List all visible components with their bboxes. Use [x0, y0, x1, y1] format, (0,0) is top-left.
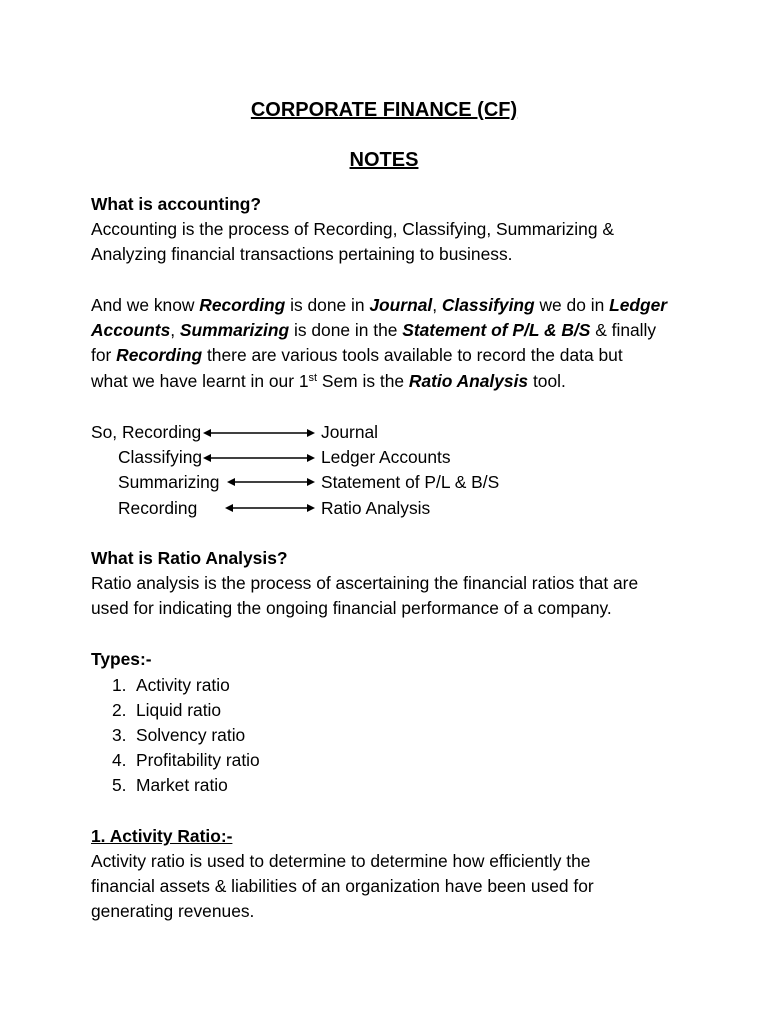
- types-list: [112, 673, 260, 798]
- text-run: Sem is the: [317, 371, 409, 391]
- ratio-analysis-line-1: Ratio analysis is the process of ascertaining the financial ratios that are: [91, 573, 639, 593]
- emphasis-ratio-analysis: Ratio Analysis: [408, 371, 529, 391]
- mapping-left: [91, 420, 201, 445]
- text-run: is done in the: [289, 320, 403, 340]
- list-item: [112, 673, 260, 698]
- text-run: what we have learnt in our 1: [91, 371, 309, 391]
- recording-paragraph-line-3: [91, 343, 691, 368]
- activity-ratio-line-1: Activity ratio is used to determine to determine how efficiently the: [91, 851, 591, 871]
- list-item: [112, 748, 260, 773]
- list-item: [112, 698, 260, 723]
- list-label: Market ratio: [136, 775, 228, 795]
- list-label: Liquid ratio: [136, 700, 222, 720]
- text-run: tool.: [528, 371, 566, 391]
- emphasis-accounts: Accounts: [91, 320, 171, 340]
- activity-ratio-line-2: financial assets & liabilities of an organization have been used for: [91, 876, 594, 896]
- emphasis-recording: Recording: [199, 295, 286, 315]
- list-label: Solvency ratio: [136, 725, 246, 745]
- mapping-right: Ratio Analysis: [321, 498, 431, 518]
- accounting-line-1: Accounting is the process of Recording, Classifying, Summarizing &: [91, 219, 614, 239]
- list-item: [112, 773, 260, 798]
- mapping-right: Statement of P/L & B/S: [321, 472, 500, 492]
- emphasis-statement: Statement of P/L & B/S: [402, 320, 591, 340]
- mapping-left-label: Recording: [121, 422, 202, 442]
- text-run: is done in: [285, 295, 370, 315]
- mapping-right: Journal: [321, 422, 379, 442]
- emphasis-ledger: Ledger: [609, 295, 668, 315]
- list-label: Activity ratio: [136, 675, 230, 695]
- recording-paragraph-line-1: [91, 293, 691, 318]
- list-number: 1.: [112, 675, 127, 695]
- list-label: Profitability ratio: [136, 750, 260, 770]
- document-title: CORPORATE FINANCE (CF): [250, 99, 518, 121]
- text-run: ,: [432, 295, 442, 315]
- double-arrow-icon: [225, 501, 315, 515]
- recording-paragraph-line-4: [91, 369, 691, 394]
- double-arrow-icon: [203, 451, 315, 465]
- list-number: 2.: [112, 700, 127, 720]
- mapping-prefix: So,: [91, 422, 122, 442]
- text-run: & finally: [590, 320, 657, 340]
- emphasis-recording-2: Recording: [116, 345, 203, 365]
- text-run: we do in: [534, 295, 610, 315]
- emphasis-summarizing: Summarizing: [179, 320, 290, 340]
- activity-ratio-line-3: generating revenues.: [91, 901, 255, 921]
- emphasis-classifying: Classifying: [441, 295, 535, 315]
- ratio-analysis-line-2: used for indicating the ongoing financial performance of a company.: [91, 598, 612, 618]
- text-run: for: [91, 345, 117, 365]
- mapping-left: Classifying: [118, 447, 203, 467]
- text-run: And we know: [91, 295, 200, 315]
- recording-paragraph-line-2: [91, 318, 691, 343]
- double-arrow-icon: [203, 426, 315, 440]
- activity-ratio-heading: 1. Activity Ratio:-: [91, 826, 233, 846]
- text-run: there are various tools available to record the data but: [202, 345, 623, 365]
- ratio-analysis-heading: What is Ratio Analysis?: [91, 548, 288, 568]
- list-number: 4.: [112, 750, 127, 770]
- superscript-st: st: [308, 372, 318, 384]
- list-item: [112, 723, 260, 748]
- document-subtitle: NOTES: [349, 149, 419, 171]
- emphasis-journal: Journal: [369, 295, 433, 315]
- accounting-line-2: Analyzing financial transactions pertaining to business.: [91, 244, 513, 264]
- list-number: 3.: [112, 725, 127, 745]
- mapping-left: Recording: [118, 498, 198, 518]
- mapping-right: Ledger Accounts: [321, 447, 451, 467]
- mapping-left: Summarizing: [118, 472, 220, 492]
- list-number: 5.: [112, 775, 127, 795]
- accounting-heading: What is accounting?: [91, 194, 262, 214]
- double-arrow-icon: [227, 475, 315, 489]
- text-run: ,: [170, 320, 180, 340]
- types-heading: Types:-: [91, 649, 152, 669]
